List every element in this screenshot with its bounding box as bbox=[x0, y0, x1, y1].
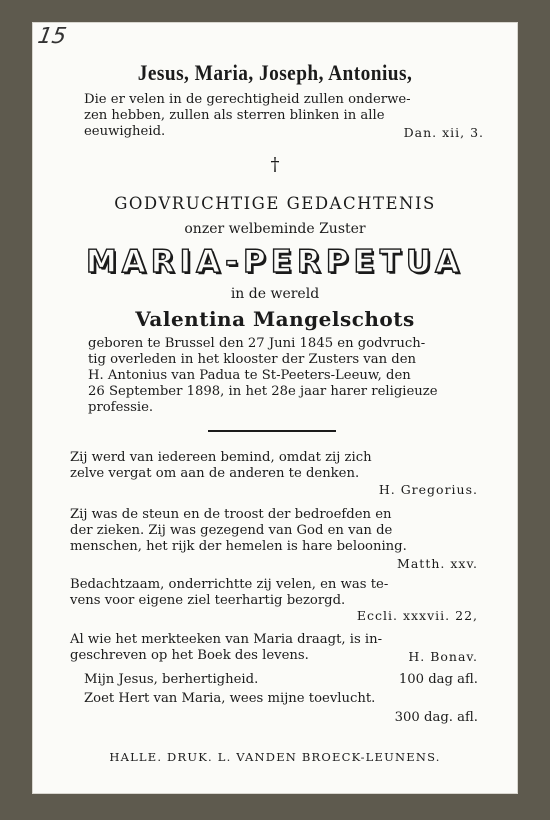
quote-2 bbox=[70, 507, 498, 555]
biography-line: tig overleden in het klooster der Zusters van den bbox=[88, 352, 417, 367]
printer-credit: HALLE. DRUK. L. VANDEN BROECK-LEUNENS. bbox=[109, 750, 441, 764]
quote-line: Al wie het merkteeken van Maria draagt, is in- bbox=[70, 632, 383, 647]
divider bbox=[208, 430, 336, 432]
quote-line: geschreven op het Boek des levens. bbox=[70, 648, 309, 663]
quote-line: zelve vergat om aan de anderen te denken. bbox=[70, 466, 360, 481]
quote-line: vens voor eigene ziel teerhartig bezorgd. bbox=[70, 593, 346, 608]
epigraph-line: Die er velen in de gerechtigheid zullen onderwe- bbox=[84, 92, 411, 107]
in-world-label: in de wereld bbox=[230, 286, 320, 302]
quote-line: Zij was de steun en de troost der bedroefden en bbox=[70, 507, 392, 522]
prayer-2-indulgence: 300 dag. afl. bbox=[394, 710, 478, 725]
epigraph-line: eeuwigheid. bbox=[84, 124, 166, 139]
quote-line: Bedachtzaam, onderrichtte zij velen, en was te- bbox=[70, 577, 389, 592]
epigraph-reference: Dan. xii, 3. bbox=[403, 125, 484, 140]
quote-reference: Matth. xxv. bbox=[397, 556, 478, 571]
quote-line: der zieken. Zij was gezegend van God en van de bbox=[70, 523, 393, 538]
quote-reference: H. Bonav. bbox=[408, 649, 478, 664]
secular-name: Valentina Mangelschots bbox=[135, 307, 415, 331]
invocation-heading: Jesus, Maria, Joseph, Antonius, bbox=[137, 60, 413, 85]
card-title: GODVRUCHTIGE GEDACHTENIS bbox=[114, 194, 436, 213]
biography bbox=[88, 336, 498, 416]
biography-line: professie. bbox=[88, 400, 154, 415]
handwritten-number: 15 bbox=[35, 24, 69, 49]
quote-1 bbox=[70, 450, 498, 482]
biography-line: geboren te Brussel den 27 Juni 1845 en godvruch- bbox=[88, 336, 426, 351]
cross-icon: † bbox=[270, 154, 280, 175]
quote-line: menschen, het rijk der hemelen is hare belooning. bbox=[70, 539, 407, 554]
memorial-card bbox=[32, 22, 518, 794]
prayer-2: Zoet Hert van Maria, wees mijne toevlucht. bbox=[84, 691, 376, 706]
quote-reference: H. Gregorius. bbox=[378, 482, 478, 497]
biography-line: H. Antonius van Padua te St-Peeters-Leeuw, den bbox=[88, 368, 411, 383]
religious-name: MARIA-PERPETUA bbox=[85, 244, 465, 280]
prayer-1: Mijn Jesus, berhertigheid. bbox=[84, 672, 259, 687]
epigraph-line: zen hebben, zullen als sterren blinken in alle bbox=[84, 108, 385, 123]
card-subtitle: onzer welbeminde Zuster bbox=[184, 221, 366, 237]
quote-line: Zij werd van iedereen bemind, omdat zij zich bbox=[70, 450, 372, 465]
quote-3 bbox=[70, 577, 498, 609]
prayer-1-indulgence: 100 dag afl. bbox=[398, 672, 478, 687]
biography-line: 26 September 1898, in het 28e jaar harer religieuze bbox=[88, 384, 438, 399]
quote-reference: Eccli. xxxvii. 22, bbox=[356, 608, 478, 623]
